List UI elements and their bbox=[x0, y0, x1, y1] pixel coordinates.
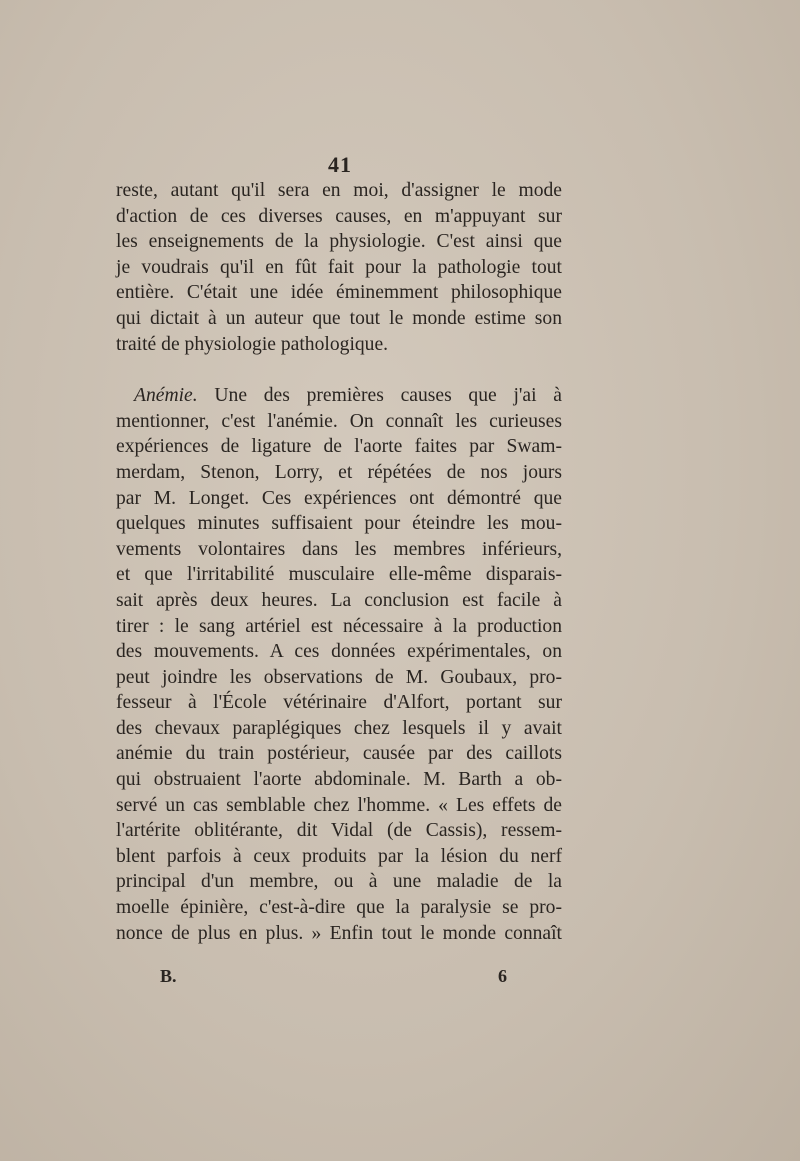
text-line: qui obstruaient l'aorte abdominale. M. Barth a ob- bbox=[116, 769, 562, 791]
signature-mark: B. bbox=[160, 966, 177, 986]
text-line: peut joindre les observations de M. Goubaux, pro- bbox=[116, 666, 562, 688]
lead-rest: Une des premières causes que j'ai à bbox=[197, 385, 562, 407]
text-line: qui dictait à un auteur que tout le monde estime son bbox=[116, 307, 562, 329]
text-line: servé un cas semblable chez l'homme. « Les effets de bbox=[116, 794, 562, 816]
text-line: par M. Longet. Ces expériences ont démontré que bbox=[116, 487, 562, 509]
page-number: 41 bbox=[328, 152, 352, 177]
text-line: merdam, Stenon, Lorry, et répétées de nos jours bbox=[116, 461, 562, 483]
text-line: sait après deux heures. La conclusion est facile à bbox=[116, 589, 562, 611]
text-line: nonce de plus en plus. » Enfin tout le monde connaît bbox=[116, 922, 562, 944]
text-line: les enseignements de la physiologie. C'est ainsi que bbox=[116, 231, 562, 253]
text-line: l'artérite oblitérante, dit Vidal (de Cassis), ressem- bbox=[116, 820, 562, 842]
text-line: fesseur à l'École vétérinaire d'Alfort, portant sur bbox=[116, 692, 562, 714]
text-line: anémie du train postérieur, causée par des caillots bbox=[116, 743, 562, 765]
paragraph-2 bbox=[116, 383, 562, 946]
text-line: vements volontaires dans les membres inférieurs, bbox=[116, 538, 562, 560]
text-line: blent parfois à ceux produits par la lésion du nerf bbox=[116, 845, 562, 867]
text-line: principal d'un membre, ou à une maladie de la bbox=[116, 871, 562, 893]
text-line: des mouvements. A ces données expérimentales, on bbox=[116, 641, 562, 663]
sheet-number: 6 bbox=[498, 966, 507, 986]
text-line: je voudrais qu'il en fût fait pour la pathologie tout bbox=[116, 256, 562, 278]
text-line: des chevaux paraplégiques chez lesquels il y avait bbox=[116, 717, 562, 739]
text-line: mentionner, c'est l'anémie. On connaît les curieuses bbox=[116, 410, 562, 432]
body-text bbox=[116, 178, 562, 946]
text-line: traité de physiologie pathologique. bbox=[116, 333, 389, 355]
text-line: tirer : le sang artériel est nécessaire à la production bbox=[116, 615, 562, 637]
paragraph-spacer bbox=[116, 357, 562, 383]
text-line: d'action de ces diverses causes, en m'appuyant sur bbox=[116, 205, 562, 227]
text-line: entière. C'était une idée éminemment philosophique bbox=[116, 282, 562, 304]
text-line: reste, autant qu'il sera en moi, d'assigner le mode bbox=[116, 180, 562, 201]
text-line: et que l'irritabilité musculaire elle-même disparais- bbox=[116, 564, 562, 586]
text-line: quelques minutes suffisaient pour éteindre les mou- bbox=[116, 513, 562, 535]
paragraph-1 bbox=[116, 178, 562, 357]
text-line: expériences de ligature de l'aorte faites par Swam- bbox=[116, 436, 562, 458]
text-line bbox=[116, 383, 562, 409]
section-lead: Anémie. bbox=[134, 385, 198, 407]
text-line: moelle épinière, c'est-à-dire que la paralysie se pro- bbox=[116, 897, 562, 919]
